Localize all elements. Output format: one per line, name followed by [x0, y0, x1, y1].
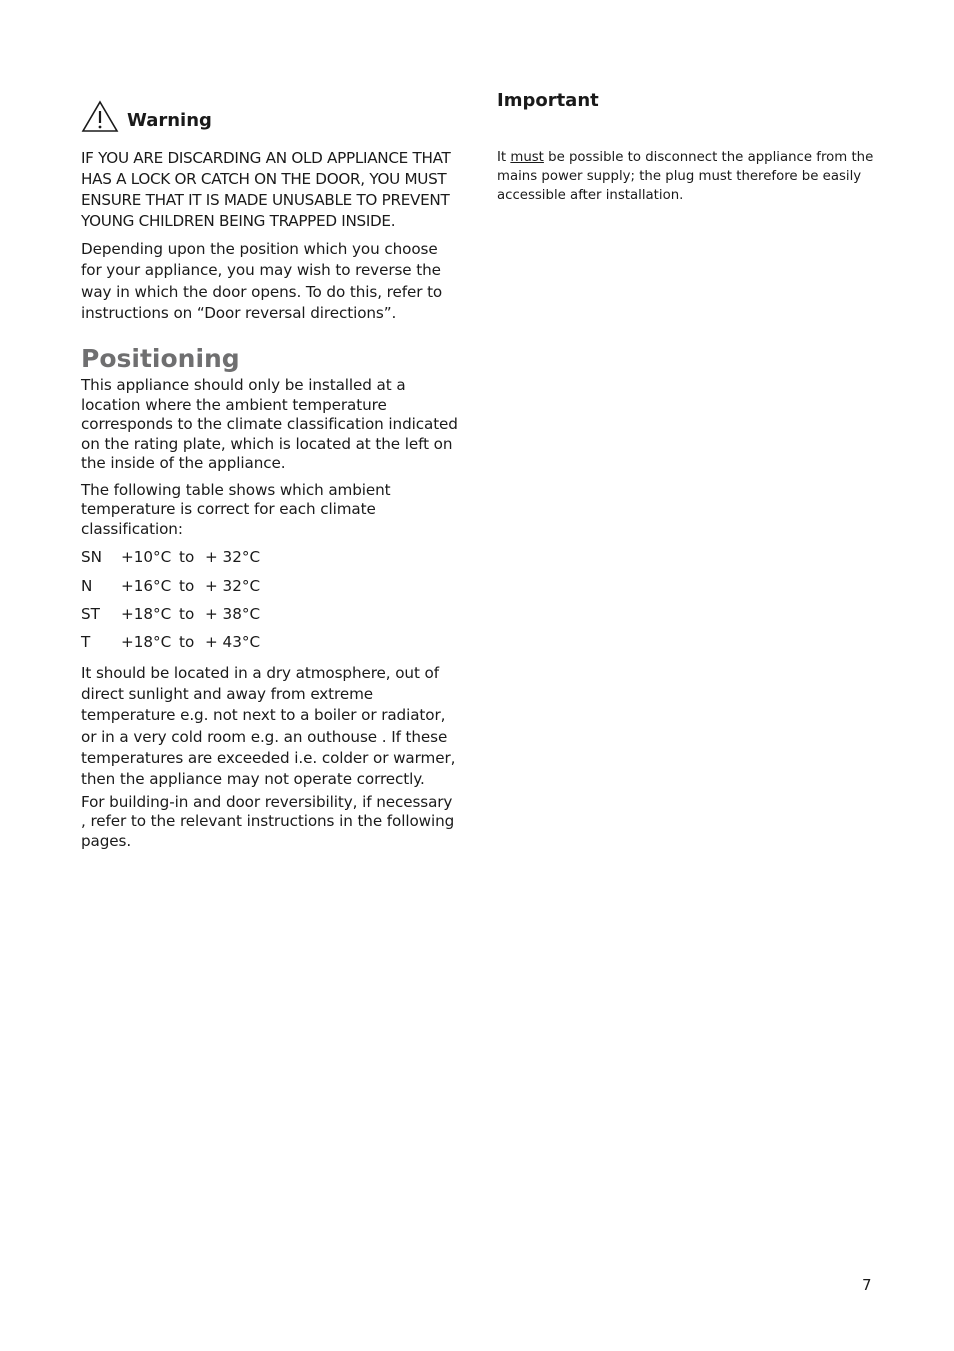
climate-class: T: [81, 633, 91, 652]
climate-row: [81, 604, 461, 632]
important-emphasis: must: [510, 150, 544, 165]
climate-row: [81, 576, 461, 604]
important-title: Important: [497, 90, 599, 111]
important-text-start: It: [497, 150, 511, 165]
warning-triangle-icon: [81, 100, 119, 134]
warning-body-text: Depending upon the position which you choose for your appliance, you may wish to reverse the way in which the door opens. To do this, refer to instructions on “Door reversal directions”.: [81, 240, 443, 322]
climate-sep: to: [179, 548, 195, 567]
climate-sep: to: [179, 633, 195, 652]
warning-caps-text: IF YOU ARE DISCARDING AN OLD APPLIANCE THAT HAS A LOCK OR CATCH ON THE DOOR, YOU MUST ENSURE THAT IT IS MADE UNUSABLE TO PREVENT YOUNG CHILDREN BEING TRAPPED INSIDE.: [81, 149, 451, 230]
climate-sep: to: [179, 576, 195, 595]
left-column: [81, 96, 461, 851]
important-text-end: be possible to disconnect the appliance from the mains power supply; the plug must therefore be easily accessible after installation.: [497, 150, 874, 203]
climate-high: + 32°C: [205, 576, 261, 595]
climate-table-intro: The following table shows which ambient temperature is correct for each climate classification:: [81, 480, 391, 538]
climate-table: [81, 547, 461, 661]
climate-high: + 38°C: [205, 604, 261, 623]
warning-title: Warning: [127, 110, 212, 131]
climate-high: + 32°C: [205, 548, 261, 567]
climate-low: +18°C: [121, 633, 172, 652]
climate-low: +10°C: [121, 548, 172, 567]
important-text: [497, 148, 877, 205]
climate-row: [81, 547, 461, 575]
page-number: 7: [862, 1276, 872, 1294]
climate-high: + 43°C: [205, 633, 261, 652]
climate-class: N: [81, 576, 93, 595]
climate-low: +16°C: [121, 576, 172, 595]
warning-heading: [81, 96, 461, 134]
right-column: [497, 90, 877, 205]
climate-class: SN: [81, 548, 103, 567]
climate-low: +18°C: [121, 604, 172, 623]
positioning-intro: This appliance should only be installed at a location where the ambient temperature corresponds to the climate classification indicated on the rating plate, which is located at the left on the inside of the appliance.: [81, 376, 458, 473]
climate-class: ST: [81, 604, 100, 623]
climate-row: [81, 632, 461, 660]
building-in-text: For building-in and door reversibility, if necessary , refer to the relevant instructions in the following pages.: [81, 792, 455, 850]
location-text: It should be located in a dry atmosphere, out of direct sunlight and away from extreme temperature e.g. not next to a boiler or radiator, or in a very cold room e.g. an outhouse . If these temperatures are exceeded i.e. colder or warmer, then the appliance may not operate correctly.: [81, 663, 456, 789]
climate-sep: to: [179, 604, 195, 623]
positioning-title: Positioning: [81, 344, 240, 374]
